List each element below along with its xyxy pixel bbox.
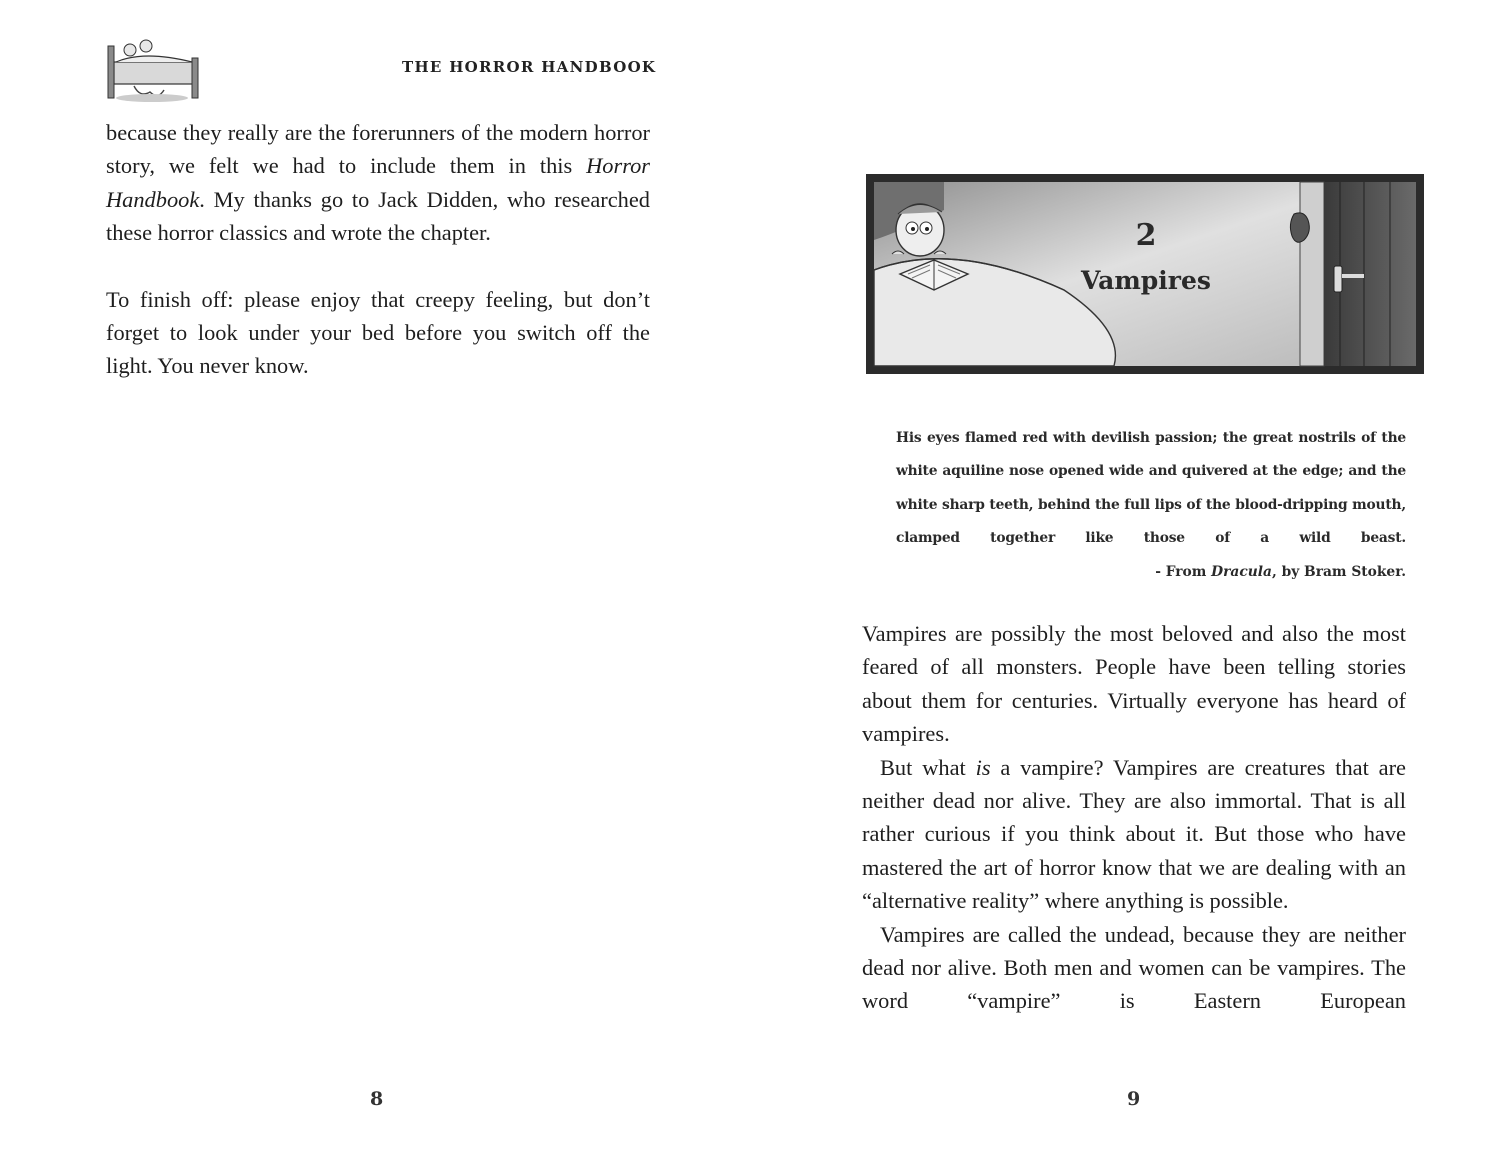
right-paragraph-3: Vampires are called the undead, because they are neither dead nor alive. Both men and women can be vampires. The word “vampire” is Eastern European (862, 921, 1406, 1014)
text-line: because they really are the forerunners of the modern (106, 120, 588, 145)
left-paragraph-2: To finish off: please enjoy that creepy feeling, but don’t forget to look under your bed before you switch off the light. You never know. (106, 286, 650, 379)
emphasis: is (975, 754, 991, 780)
left-paragraph-1 (106, 116, 650, 250)
text-line: who researched these horror classics and wrote the (106, 186, 650, 246)
text-line: chapter. (420, 220, 491, 246)
text-line: . My thanks go to Jack Didden, (199, 186, 499, 212)
bed-illustration-icon (104, 36, 210, 106)
epigraph: His eyes flamed red with devilish passion; the great nostrils of the white aquiline nose opened wide and quivered at the edge; and the white sharp teeth, behind the full lips of the blood-dripping mouth, clamped together like those of a wild beast. (896, 430, 1406, 546)
credit-prefix: - From (1155, 564, 1212, 580)
book-title: Horror Handbook (106, 153, 650, 212)
chapter-number: 2 (1135, 218, 1157, 253)
credit-suffix: , by Bram Stoker. (1271, 564, 1406, 580)
page-number-left: 8 (370, 1088, 384, 1110)
epigraph-credit (1155, 556, 1406, 589)
page-number-right: 9 (1127, 1088, 1141, 1110)
right-paragraph-1: Vampires are possibly the most beloved and also the most feared of all monsters. People have been telling stories about them for centuries. Virtually everyone has heard of vampires. (862, 621, 1406, 747)
text-span: a vampire? Vampires are creatures that are neither dead nor alive. They are also immortal. That is all rather curious if you think about it. But those who have mastered the art of horror know that we are dealing with an “alternative reality” where anything is possible. (862, 754, 1406, 914)
right-paragraph-2 (862, 751, 1406, 918)
text-span: But what (880, 754, 976, 780)
credit-book-title: Dracula (1211, 564, 1272, 580)
right-body-text (862, 617, 1406, 1018)
left-body-text (106, 116, 650, 383)
running-head: THE HORROR HANDBOOK (402, 58, 657, 76)
text-line: horror story, we felt we had to include them in this (106, 120, 650, 179)
chapter-banner (864, 170, 1428, 380)
chapter-title: Vampires (1081, 266, 1211, 295)
